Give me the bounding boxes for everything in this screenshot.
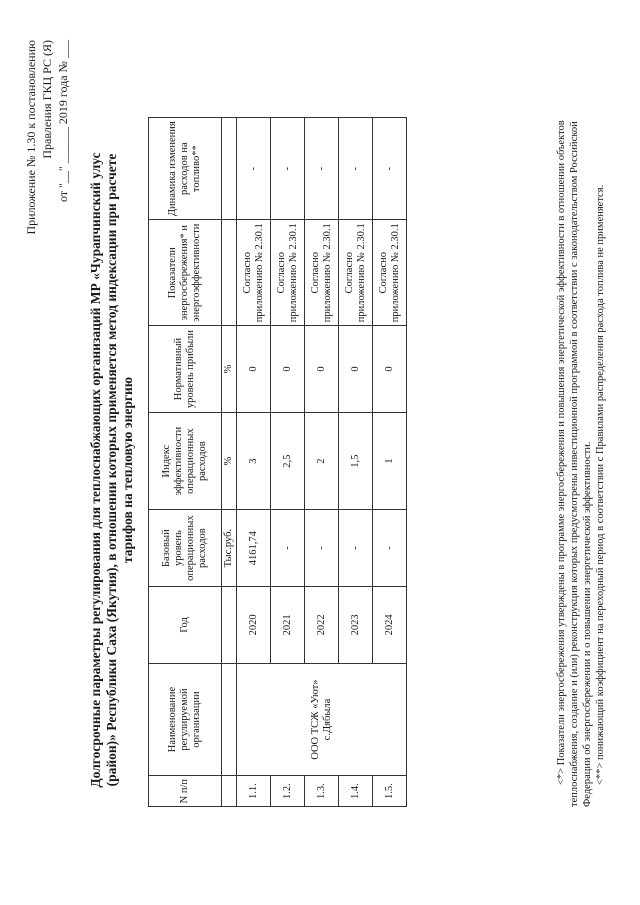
energy-saving-cell: Согласно приложению № 2.30.1 bbox=[373, 220, 407, 326]
footnote-energy-saving: <*> Показатели энергосбережения утверждены в программе энергосбережения и повышения энергетической эффективности в отношении объектов теплоснабжения, создание и (или) реконструкция которых предусмотрены инвестиционной программой в соответствии с законодательством Российской Федерации об энергосбережении и о повышении энергетической эффективности. bbox=[556, 120, 593, 807]
organization-name: ООО ТСЖ «Уют» с.Дябыла bbox=[237, 663, 407, 776]
unit-cell bbox=[222, 587, 237, 664]
unit-cell bbox=[222, 118, 237, 220]
footnotes bbox=[555, 87, 607, 807]
unit-cell-profit: % bbox=[222, 326, 237, 413]
energy-saving-cell: Согласно приложению № 2.30.1 bbox=[305, 220, 339, 326]
profit-level-cell: 0 bbox=[237, 326, 271, 413]
base-opex-cell: 4161,74 bbox=[237, 510, 271, 587]
efficiency-index-cell: 3 bbox=[237, 413, 271, 510]
profit-level-cell: 0 bbox=[271, 326, 305, 413]
efficiency-index-cell: 1 bbox=[373, 413, 407, 510]
col-header-profit-level: Нормативный уровень прибыли bbox=[149, 326, 222, 413]
col-header-energy-saving: Показатели энергосбережения* и энергоэффективности bbox=[149, 220, 222, 326]
table-units-row bbox=[222, 118, 237, 807]
appendix-header-date: от "__" ______ 2019 года № ___ bbox=[56, 40, 70, 203]
col-header-base-opex: Базовый уровень операционных расходов bbox=[149, 510, 222, 587]
appendix-header-line1: Приложение № 1.30 к постановлению bbox=[24, 40, 38, 235]
efficiency-index-cell: 1,5 bbox=[339, 413, 373, 510]
row-number: 1.5. bbox=[373, 776, 407, 807]
table-row bbox=[237, 118, 271, 807]
unit-cell bbox=[222, 220, 237, 326]
year-cell: 2021 bbox=[271, 587, 305, 664]
unit-cell bbox=[222, 776, 237, 807]
profit-level-cell: 0 bbox=[373, 326, 407, 413]
parameters-table bbox=[148, 117, 407, 807]
unit-cell-base-opex: Тыс.руб. bbox=[222, 510, 237, 587]
unit-cell bbox=[222, 663, 237, 776]
col-header-fuel-dynamics: Динамика изменения расходов на топливо** bbox=[149, 118, 222, 220]
col-header-efficiency-index: Индекс эффективности операционных расходов bbox=[149, 413, 222, 510]
appendix-header-line2: Правления ГКЦ РС (Я) bbox=[40, 40, 54, 159]
year-cell: 2020 bbox=[237, 587, 271, 664]
year-cell: 2023 bbox=[339, 587, 373, 664]
year-cell: 2022 bbox=[305, 587, 339, 664]
energy-saving-cell: Согласно приложению № 2.30.1 bbox=[237, 220, 271, 326]
document-title: Долгосрочные параметры регулирования для теплоснабжающих организаций МР «Чурапчинский улус (район)» Республики Саха (Якутия), в отношении которых применяется метод индексации при расчете тарифов на тепловую энергию bbox=[88, 152, 135, 788]
row-number: 1.1. bbox=[237, 776, 271, 807]
footnote-fuel: <**> понижающий коэффициент на переходный период в соответствии с Правилами распределения расхода топлива не применяется. bbox=[595, 184, 606, 785]
fuel-dynamics-cell: - bbox=[305, 118, 339, 220]
fuel-dynamics-cell: - bbox=[339, 118, 373, 220]
profit-level-cell: 0 bbox=[305, 326, 339, 413]
unit-cell-index: % bbox=[222, 413, 237, 510]
row-number: 1.4. bbox=[339, 776, 373, 807]
base-opex-cell: - bbox=[339, 510, 373, 587]
base-opex-cell: - bbox=[373, 510, 407, 587]
efficiency-index-cell: 2,5 bbox=[271, 413, 305, 510]
energy-saving-cell: Согласно приложению № 2.30.1 bbox=[271, 220, 305, 326]
fuel-dynamics-cell: - bbox=[237, 118, 271, 220]
table-header-row bbox=[149, 118, 222, 807]
row-number: 1.2. bbox=[271, 776, 305, 807]
year-cell: 2024 bbox=[373, 587, 407, 664]
fuel-dynamics-cell: - bbox=[271, 118, 305, 220]
base-opex-cell: - bbox=[271, 510, 305, 587]
energy-saving-cell: Согласно приложению № 2.30.1 bbox=[339, 220, 373, 326]
fuel-dynamics-cell: - bbox=[373, 118, 407, 220]
base-opex-cell: - bbox=[305, 510, 339, 587]
col-header-organization: Наименование регулируемой организации bbox=[149, 663, 222, 776]
col-header-number: N п/п bbox=[149, 776, 222, 807]
col-header-year: Год bbox=[149, 587, 222, 664]
efficiency-index-cell: 2 bbox=[305, 413, 339, 510]
row-number: 1.3. bbox=[305, 776, 339, 807]
profit-level-cell: 0 bbox=[339, 326, 373, 413]
